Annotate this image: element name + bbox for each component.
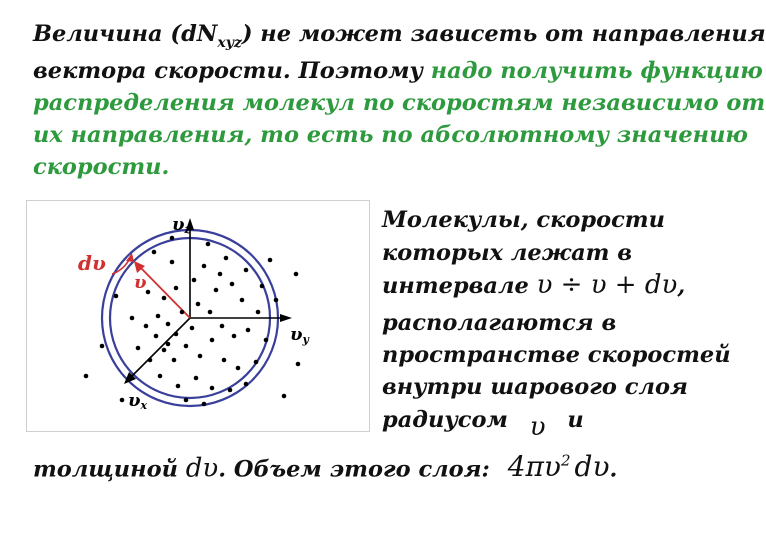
bottom-a: толщиной — [33, 456, 178, 483]
text-l1-b: ) не может зависеть от направления — [241, 21, 766, 47]
label-vx: υx — [128, 390, 148, 412]
molecule-dot — [264, 338, 269, 343]
molecule-dot — [230, 282, 235, 287]
molecule-dot — [282, 394, 287, 399]
molecule-dot — [228, 388, 233, 393]
right-l7-a: радиусом — [382, 407, 508, 433]
molecule-dot — [170, 236, 175, 241]
molecule-dot — [154, 334, 159, 339]
interval-formula: υ ÷ υ + dυ — [536, 270, 678, 300]
volume-sup: 2 — [560, 452, 571, 470]
molecule-dot — [244, 268, 249, 273]
molecule-dot — [162, 348, 167, 353]
molecule-dot — [84, 374, 89, 379]
right-line-4: располагаются в — [382, 310, 617, 336]
molecule-dot — [206, 242, 211, 247]
molecule-dot — [176, 384, 181, 389]
molecule-dot — [268, 258, 273, 263]
molecule-dot — [210, 338, 215, 343]
text-line-4: их направления, то есть по абсолютному значению — [33, 122, 748, 148]
molecule-dot — [196, 302, 201, 307]
molecule-dot — [174, 286, 179, 291]
molecule-dot — [166, 322, 171, 327]
molecule-dot — [202, 402, 207, 407]
label-vz: υz — [172, 214, 191, 236]
volume-formula — [508, 450, 610, 483]
molecule-dot — [130, 316, 135, 321]
molecule-dot — [152, 250, 157, 255]
text-line-5: скорости. — [33, 154, 170, 180]
right-line-7 — [382, 404, 584, 442]
right-line-1: Молекулы, скорости — [382, 207, 665, 233]
molecule-dot — [274, 298, 279, 303]
molecule-dot — [240, 298, 245, 303]
bottom-end: . — [609, 456, 618, 483]
molecule-dot — [208, 310, 213, 315]
molecule-dot — [210, 386, 215, 391]
text-l1-a: Величина (dN — [33, 21, 218, 47]
molecule-dot — [172, 358, 177, 363]
right-line-3 — [382, 270, 685, 301]
molecule-dot — [144, 324, 149, 329]
right-line-6: внутри шарового слоя — [382, 374, 688, 400]
molecule-dot — [100, 344, 105, 349]
molecule-dot — [236, 366, 241, 371]
text-l1-sub: xyz — [217, 35, 242, 51]
molecule-dot — [136, 346, 141, 351]
molecule-dot — [170, 260, 175, 265]
molecule-dot — [296, 362, 301, 367]
label-dv: dυ — [78, 251, 106, 275]
volume-post: dυ — [574, 450, 610, 484]
molecule-dot — [218, 272, 223, 277]
molecule-dot — [294, 272, 299, 277]
molecule-dot — [256, 310, 261, 315]
molecule-dot — [184, 344, 189, 349]
bottom-b: . Объем этого слоя: — [218, 456, 490, 483]
molecule-dot — [222, 358, 227, 363]
molecule-dot — [246, 328, 251, 333]
molecule-dot — [180, 310, 185, 315]
velocity-sphere-figure — [26, 200, 370, 432]
right-line-2: которых лежат в — [382, 240, 633, 266]
molecule-dot — [220, 324, 225, 329]
text-line-3: распределения молекул по скоростям независимо от — [33, 90, 766, 116]
right-line-5: пространстве скоростей — [382, 342, 731, 368]
right-l3-end: , — [677, 273, 686, 299]
molecule-dot — [114, 294, 119, 299]
text-l2-b: надо получить функцию — [430, 58, 763, 84]
molecule-dot — [158, 374, 163, 379]
molecule-dot — [148, 358, 153, 363]
right-l7-b: и — [567, 407, 584, 433]
text-l2-a: вектора скорости. Поэтому — [33, 58, 431, 84]
molecule-dot — [232, 334, 237, 339]
molecule-dot — [184, 398, 189, 403]
molecule-dot — [198, 354, 203, 359]
molecule-dot — [190, 326, 195, 331]
molecule-dot — [244, 382, 249, 387]
molecule-dot — [174, 332, 179, 337]
molecule-dot — [166, 342, 171, 347]
text-line-2 — [33, 55, 763, 87]
molecule-dot — [214, 288, 219, 293]
text-line-1 — [33, 18, 766, 53]
molecule-dot — [194, 376, 199, 381]
label-vy: υy — [290, 324, 309, 346]
label-v: υ — [134, 272, 147, 293]
radius-symbol: υ — [529, 412, 546, 442]
molecule-dot — [156, 314, 161, 319]
molecule-dot — [260, 284, 265, 289]
molecule-dot — [192, 278, 197, 283]
volume-pre: 4πυ — [507, 450, 561, 484]
molecule-dot — [202, 264, 207, 269]
molecule-dot — [120, 398, 125, 403]
molecule-dot — [254, 360, 259, 365]
right-l3-a: интервале — [382, 273, 529, 299]
molecule-dot — [162, 296, 167, 301]
thickness-formula: dυ — [185, 453, 219, 484]
molecule-dot — [224, 256, 229, 261]
bottom-line — [33, 445, 617, 485]
